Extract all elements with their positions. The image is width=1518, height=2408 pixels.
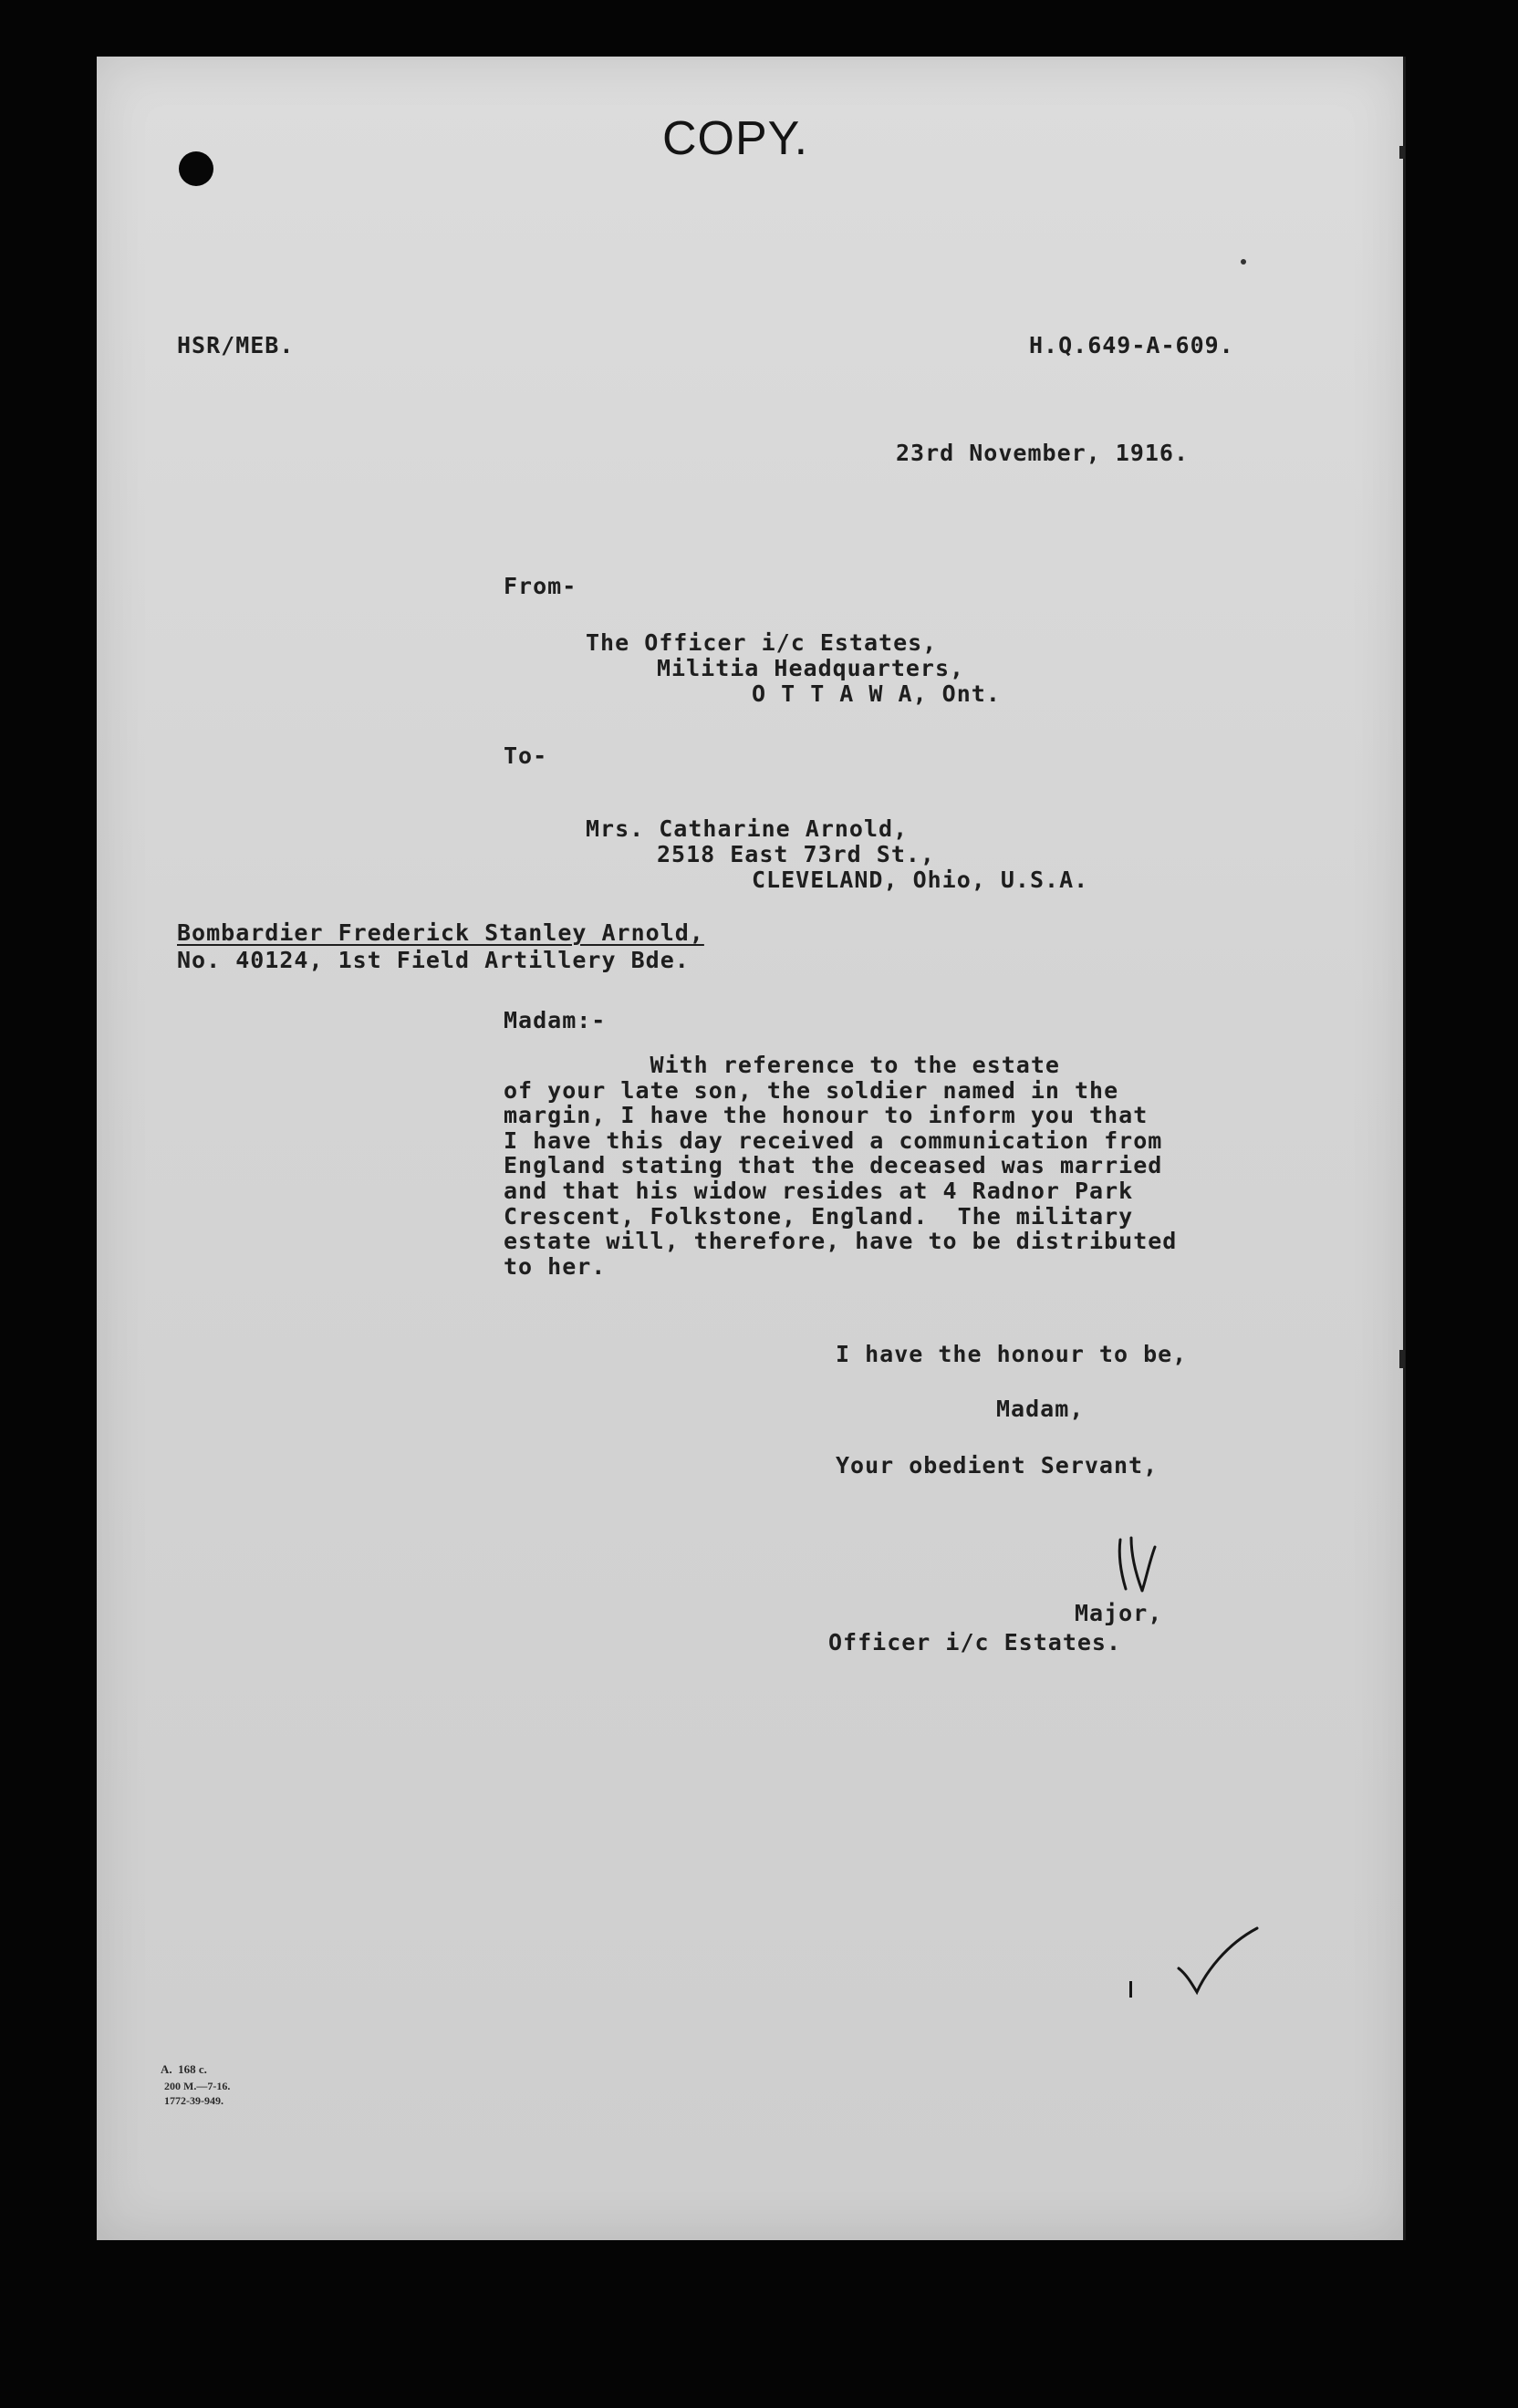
punch-hole	[179, 151, 213, 186]
form-print-line-2: 1772-39-949.	[164, 2094, 224, 2107]
closing-line-2: Madam,	[996, 1396, 1085, 1422]
body-line: to her.	[504, 1252, 607, 1280]
to-line-3: CLEVELAND, Ohio, U.S.A.	[752, 867, 1089, 893]
check-mark	[1170, 1923, 1270, 2005]
from-label: From-	[504, 573, 577, 599]
body-line: estate will, therefore, have to be distributed	[504, 1228, 1178, 1255]
document-page	[97, 57, 1406, 2240]
body-line: Crescent, Folkstone, England. The military	[504, 1202, 1134, 1230]
form-print-line-1: 200 M.—7-16.	[164, 2080, 231, 2092]
body-line: England stating that the deceased was married	[504, 1152, 1163, 1179]
ink-speck	[1241, 259, 1246, 265]
edge-mark	[1399, 146, 1405, 159]
body-line: I have this day received a communication from	[504, 1126, 1163, 1154]
signature-initial-mark	[1109, 1534, 1173, 1607]
from-line-1: The Officer i/c Estates,	[586, 629, 938, 656]
from-line-2: Militia Headquarters,	[657, 655, 965, 681]
copy-heading: COPY.	[662, 112, 809, 165]
letter-date: 23rd November, 1916.	[896, 440, 1190, 466]
to-label: To-	[504, 742, 548, 769]
to-line-2: 2518 East 73rd St.,	[657, 841, 935, 867]
form-number: A. 168 c.	[161, 2062, 207, 2076]
letter-body	[504, 1053, 1177, 1279]
body-line: and that his widow resides at 4 Radnor Park	[504, 1177, 1134, 1204]
to-line-1: Mrs. Catharine Arnold,	[586, 815, 909, 842]
body-line: margin, I have the honour to inform you that	[504, 1102, 1149, 1129]
body-line: With reference to the estate	[504, 1052, 1060, 1078]
salutation: Madam:-	[504, 1007, 607, 1033]
closing-line-3: Your obedient Servant,	[836, 1452, 1159, 1479]
signatory-rank: Major,	[1075, 1600, 1163, 1626]
signatory-title: Officer i/c Estates.	[828, 1629, 1122, 1656]
edge-mark	[1399, 1350, 1405, 1368]
reference-initials: HSR/MEB.	[177, 332, 295, 358]
file-reference-number: H.Q.649-A-609.	[1029, 332, 1234, 358]
subject-line-2: No. 40124, 1st Field Artillery Bde.	[177, 947, 690, 973]
pencil-tick	[1129, 1981, 1132, 1998]
from-line-3: O T T A W A, Ont.	[752, 680, 1001, 707]
subject-line-1: Bombardier Frederick Stanley Arnold,	[177, 919, 704, 946]
body-line: of your late son, the soldier named in the	[504, 1076, 1119, 1104]
closing-line-1: I have the honour to be,	[836, 1341, 1188, 1367]
